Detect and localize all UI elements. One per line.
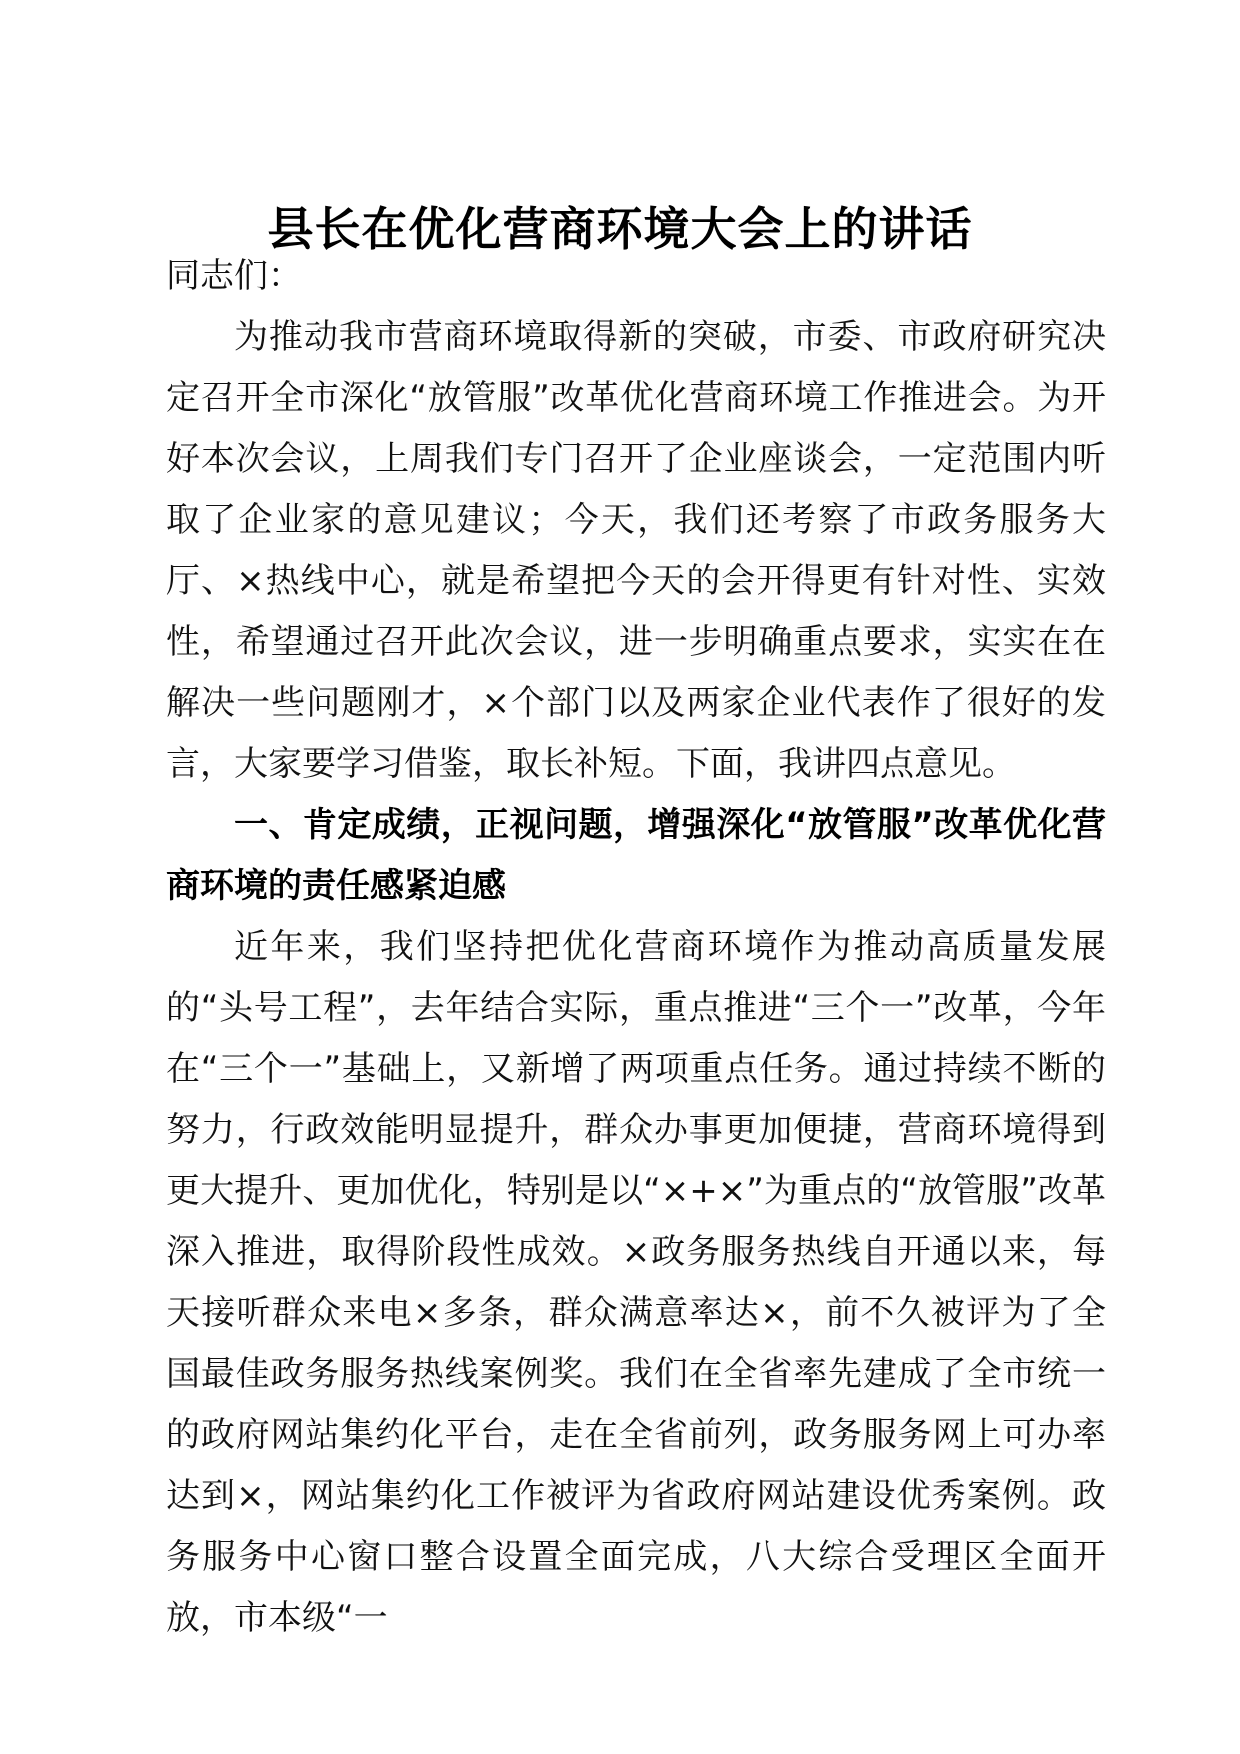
salutation: 同志们： xyxy=(166,256,302,296)
paragraph-intro: 为推动我市营商环境取得新的突破，市委、市政府研究决定召开全市深化“放管服”改革优化营商环境工作推进会。为开好本次会议，上周我们专门召开了企业座谈会，一定范围内听取了企业家的意见建议；今天，我们还考察了市政务服务大厅、×热线中心，就是希望把今天的会开得更有针对性、实效性，希望通过召开此次会议，进一步明确重点要求，实实在在解决一些问题刚才，×个部门以及两家企业代表作了很好的发言，大家要学习借鉴，取长补短。下面，我讲四点意见。 xyxy=(166,317,1106,784)
section-heading-1: 一、肯定成绩，正视问题，增强深化“放管服”改革优化营商环境的责任感紧迫感 xyxy=(166,805,1106,906)
paragraph-achievements: 近年来，我们坚持把优化营商环境作为推动高质量发展的“头号工程”，去年结合实际，重点推进“三个一”改革，今年在“三个一”基础上，又新增了两项重点任务。通过持续不断的努力，行政效能明显提升，群众办事更加便捷，营商环境得到更大提升、更加优化，特别是以“×+×”为重点的“放管服”改革深入推进，取得阶段性成效。×政务服务热线自开通以来，每天接听群众来电×多条，群众满意率达×，前不久被评为了全国最佳政务服务热线案例奖。我们在全省率先建成了全市统一的政府网站集约化平台，走在全省前列，政务服务网上可办率达到×，网站集约化工作被评为省政府网站建设优秀案例。政务服务中心窗口整合设置全面完成，八大综合受理区全面开放，市本级“一 xyxy=(166,927,1106,1638)
document-body xyxy=(166,246,1106,1649)
page-title: 县长在优化营商环境大会上的讲话 xyxy=(267,201,973,256)
